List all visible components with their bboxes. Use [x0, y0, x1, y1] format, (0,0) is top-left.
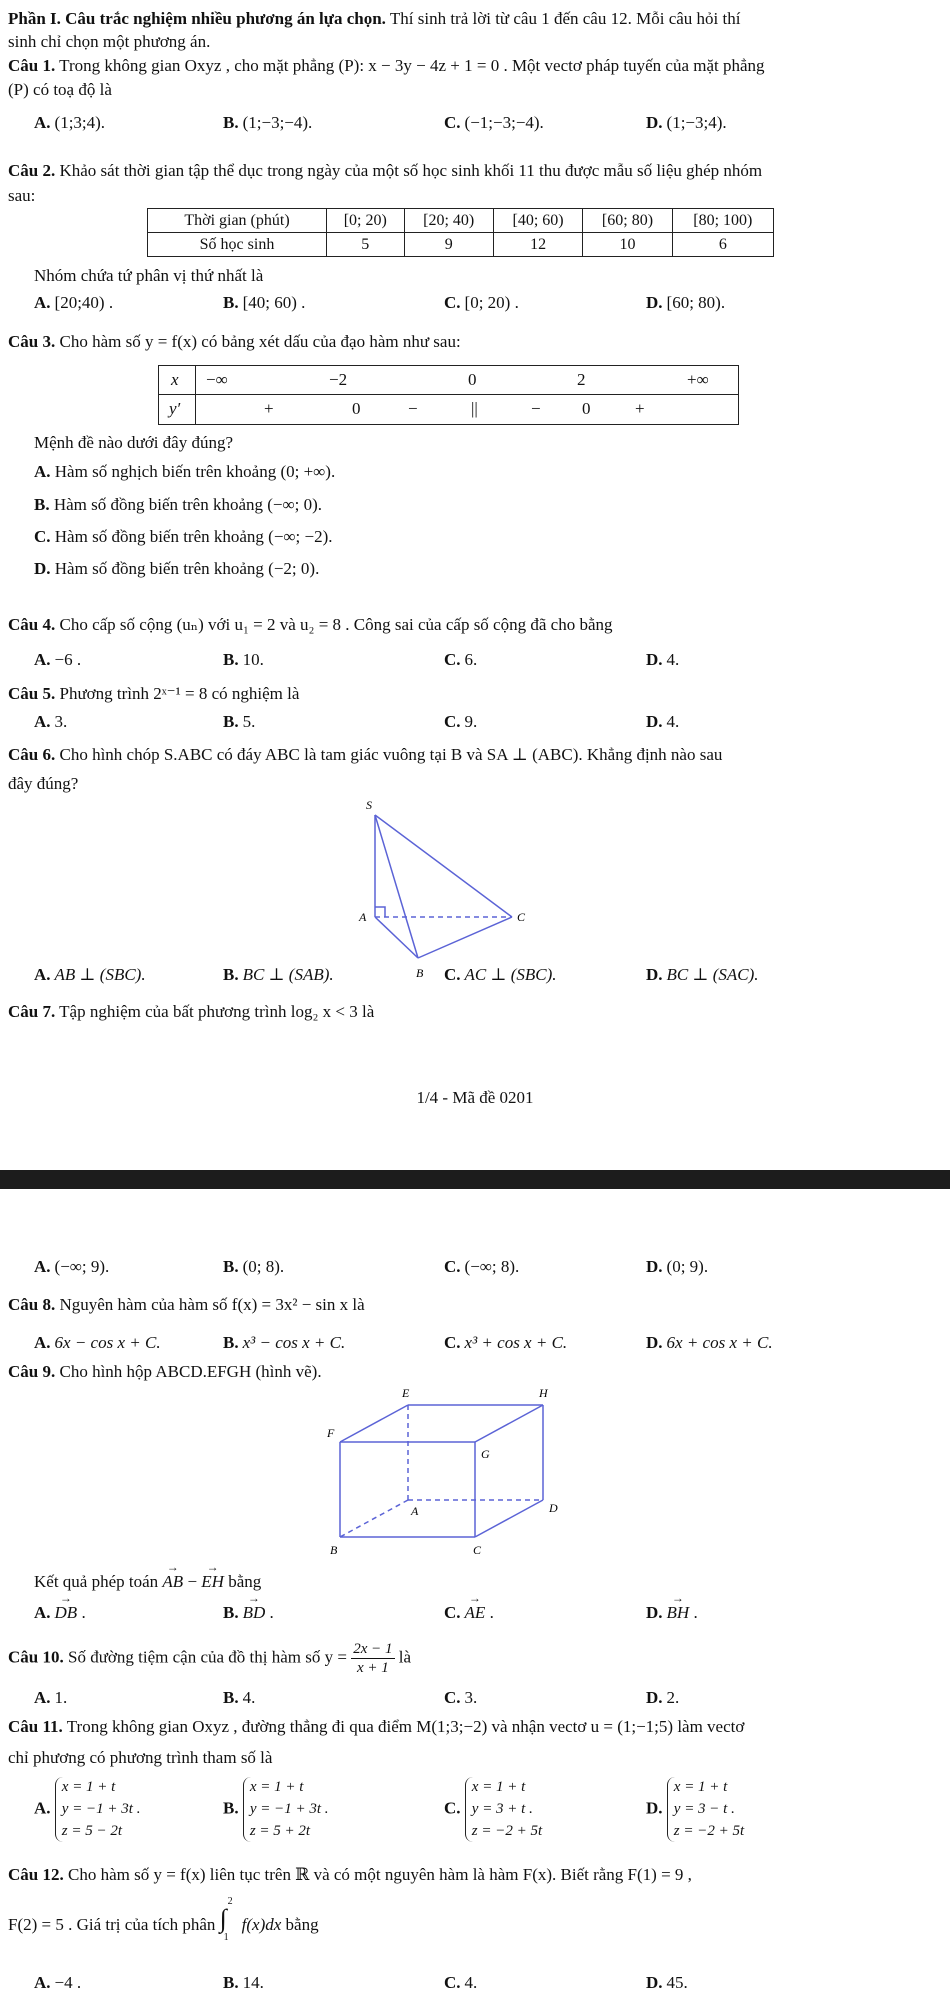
q7-option-d[interactable]: D. (0; 9). [646, 1257, 709, 1276]
equation-system: x = 1 + t y = −1 + 3t . z = 5 + 2t [243, 1777, 329, 1842]
question-text: Cho cấp số cộng (uₙ) với u₁ = 2 và u₂ = 8 . Công sai của cấp số cộng đã cho bằng [55, 615, 613, 634]
q7-option-b[interactable]: B. (0; 8). [223, 1257, 285, 1276]
q1-option-c[interactable]: C. (−1;−3;−4). [444, 113, 544, 132]
q12-option-a[interactable]: A. −4 . [34, 1973, 82, 1992]
equation-system: x = 1 + t y = 3 + t . z = −2 + 5t [465, 1777, 542, 1842]
q9-options [0, 1603, 950, 1627]
q3-option-b[interactable]: B. Hàm số đồng biến trên khoảng (−∞; 0). [34, 495, 323, 514]
q6-option-a[interactable]: A. AB ⊥ (SBC). [34, 965, 146, 984]
sign-table-x-value: −2 [329, 370, 348, 389]
table-cell: [0; 20) [327, 209, 405, 233]
q5-options [0, 712, 950, 736]
question-label: Câu 1. [8, 56, 56, 75]
question-9 [8, 1362, 322, 1382]
q2-option-c[interactable]: C. [0; 20) . [444, 293, 519, 312]
question-8 [8, 1295, 365, 1315]
question-11 [8, 1717, 744, 1737]
question-label: Câu 12. [8, 1865, 64, 1884]
vertex-label-h: H [539, 1386, 548, 1400]
question-5 [8, 684, 299, 704]
table-row [148, 209, 774, 233]
vertex-label-d: D [549, 1501, 558, 1515]
q6-option-d[interactable]: D. BC ⊥ (SAC). [646, 965, 759, 984]
table-cell: [20; 40) [404, 209, 493, 233]
sign-table-sign: + [635, 399, 645, 418]
q8-option-d[interactable]: D. 6x + cos x + C. [646, 1333, 773, 1352]
q3-prompt: Mệnh đề nào dưới đây đúng? [34, 433, 234, 452]
sign-table [158, 365, 739, 425]
q11-option-d[interactable]: D. x = 1 + t y = 3 − t . z = −2 + 5t [646, 1777, 744, 1842]
question-label: Câu 3. [8, 332, 56, 351]
q10-option-d[interactable]: D. 2. [646, 1688, 680, 1707]
q3-option-a[interactable]: A. Hàm số nghịch biến trên khoảng (0; +∞). [34, 462, 336, 481]
table-row [148, 233, 774, 257]
sign-table-sign: − [408, 399, 418, 418]
vertex-label-b: B [330, 1543, 338, 1557]
table-cell: 12 [493, 233, 582, 257]
question-text: Khảo sát thời gian tập thể dục trong ngày của một số học sinh khối 11 thu được mẫu số liệu ghép nhóm [55, 161, 763, 180]
question-label: Câu 2. [8, 161, 56, 180]
question-1-cont: (P) có toạ độ là [8, 80, 112, 99]
q12-option-d[interactable]: D. 45. [646, 1973, 688, 1992]
integral-upper: 2 [227, 1896, 233, 1907]
q7-option-a[interactable]: A. (−∞; 9). [34, 1257, 110, 1276]
sign-table-sign: 0 [582, 399, 591, 418]
q8-option-c[interactable]: C. x³ + cos x + C. [444, 1333, 568, 1352]
q11-option-c[interactable]: C. x = 1 + t y = 3 + t . z = −2 + 5t [444, 1777, 542, 1842]
q9-option-b[interactable]: B.→ BD . [223, 1603, 274, 1623]
pyramid-figure [350, 795, 550, 990]
question-7 [8, 1002, 374, 1022]
q4-option-c[interactable]: C. 6. [444, 650, 478, 669]
page-break-band [0, 1170, 950, 1189]
question-text: Tập nghiệm của bất phương trình log₂ x < 3 là [55, 1002, 375, 1021]
sign-table-x-value: −∞ [206, 370, 228, 389]
equation-system: x = 1 + t y = −1 + 3t . z = 5 − 2t [55, 1777, 141, 1842]
vector-ab: → AB [162, 1572, 183, 1592]
q2-option-b[interactable]: B. [40; 60) . [223, 293, 306, 312]
vertex-label-s: S [366, 798, 372, 812]
section-title: Phần I. Câu trắc nghiệm nhiều phương án lựa chọn. [8, 9, 386, 28]
q4-option-a[interactable]: A. −6 . [34, 650, 82, 669]
question-label: Câu 11. [8, 1717, 63, 1736]
question-text: Trong không gian Oxyz , đường thẳng đi qua điểm M(1;3;−2) và nhận vectơ u = (1;−1;5) làm vectơ [62, 1717, 745, 1736]
q2-options [0, 293, 950, 317]
q2-option-a[interactable]: A. [20;40) . [34, 293, 114, 312]
question-6 [8, 745, 722, 765]
section-header [8, 9, 740, 29]
table-cell: 6 [672, 233, 773, 257]
question-label: Câu 9. [8, 1362, 56, 1381]
table-cell: Thời gian (phút) [148, 209, 327, 233]
question-text: Cho hình chóp S.ABC có đáy ABC là tam giác vuông tại B và SA ⊥ (ABC). Khẳng định nào sau [55, 745, 723, 764]
q11-option-a[interactable]: A. x = 1 + t y = −1 + 3t . z = 5 − 2t [34, 1777, 140, 1842]
table-cell: 10 [583, 233, 672, 257]
q4-option-d[interactable]: D. 4. [646, 650, 680, 669]
vertex-label-c: C [473, 1543, 482, 1557]
equation-system: x = 1 + t y = 3 − t . z = −2 + 5t [667, 1777, 744, 1842]
q9-option-a[interactable]: A.→ DB . [34, 1603, 86, 1623]
sign-table-sign: − [531, 399, 541, 418]
sign-table-y-label: y′ [169, 399, 181, 418]
q7-options [0, 1257, 950, 1281]
question-label: Câu 4. [8, 615, 56, 634]
question-text: Phương trình 2ˣ⁻¹ = 8 có nghiệm là [55, 684, 300, 703]
vertex-label-g: G [481, 1447, 490, 1461]
q10-option-c[interactable]: C. 3. [444, 1688, 478, 1707]
integral-lower: 1 [223, 1932, 229, 1943]
section-intro-cont: sinh chỉ chọn một phương án. [8, 32, 211, 51]
q6-option-b[interactable]: B. BC ⊥ (SAB). [223, 965, 334, 984]
table-cell: [80; 100) [672, 209, 773, 233]
sign-table-sign: 0 [352, 399, 361, 418]
question-11-cont: chỉ phương có phương trình tham số là [8, 1748, 273, 1767]
question-10: Câu 10. Số đường tiệm cận của đồ thị hàm số y = $\frac{2x - 1}{x + 1}$ là [8, 1641, 412, 1676]
question-4 [8, 615, 613, 635]
question-6-cont: đây đúng? [8, 774, 79, 793]
q2-prompt: Nhóm chứa tứ phân vị thứ nhất là [34, 266, 264, 285]
q8-option-b[interactable]: B. x³ − cos x + C. [223, 1333, 346, 1352]
q10-options [0, 1688, 950, 1712]
question-2-cont: sau: [8, 186, 36, 205]
table-cell: Số học sinh [148, 233, 327, 257]
question-1 [8, 56, 765, 76]
sign-table-x-label: x [171, 370, 179, 389]
question-label: Câu 5. [8, 684, 56, 703]
q12-options [0, 1973, 950, 1997]
q10-option-a[interactable]: A. 1. [34, 1688, 68, 1707]
vertex-label-a: A [411, 1504, 419, 1518]
question-12-cont: F(2) = 5 . Giá trị của tích phân ∫ 2 1 f(x)dx bằng [8, 1896, 319, 1943]
question-label: Câu 7. [8, 1002, 56, 1021]
q9-option-c[interactable]: C.→ AE . [444, 1603, 494, 1623]
vertex-label-c: C [517, 910, 526, 924]
sign-table-x-value: 2 [577, 370, 586, 389]
q2-option-d[interactable]: D. [60; 80). [646, 293, 726, 312]
fraction: $\frac{2x - 1}{x + 1}$ [353, 1641, 393, 1676]
q5-option-d[interactable]: D. 4. [646, 712, 680, 731]
question-12 [8, 1865, 692, 1885]
table-cell: 5 [327, 233, 405, 257]
question-text: Nguyên hàm của hàm số f(x) = 3x² − sin x là [55, 1295, 365, 1314]
vertex-label-a: A [359, 910, 367, 924]
question-label: Câu 10. [8, 1647, 64, 1667]
q11-option-b[interactable]: B. x = 1 + t y = −1 + 3t . z = 5 + 2t [223, 1777, 329, 1842]
q1-option-a[interactable]: A. (1;3;4). [34, 113, 106, 132]
section-intro: Thí sinh trả lời từ câu 1 đến câu 12. Mỗi câu hỏi thí [385, 9, 741, 28]
vector-eh: → EH [201, 1572, 224, 1592]
table-cell: [40; 60) [493, 209, 582, 233]
q4-option-b[interactable]: B. 10. [223, 650, 264, 669]
q9-option-d[interactable]: D.→ BH . [646, 1603, 698, 1623]
q5-option-b[interactable]: B. 5. [223, 712, 256, 731]
table-cell: 9 [404, 233, 493, 257]
sign-table-x-value: 0 [468, 370, 477, 389]
q12-option-c[interactable]: C. 4. [444, 1973, 478, 1992]
table-cell: [60; 80) [583, 209, 672, 233]
question-text: Trong không gian Oxyz , cho mặt phẳng (P): x − 3y − 4z + 1 = 0 . Một vectơ pháp tuyến của mặt phẳng [55, 56, 765, 75]
question-3 [8, 332, 461, 352]
q8-options [0, 1333, 950, 1357]
q4-options [0, 650, 950, 674]
q3-option-d[interactable]: D. Hàm số đồng biến trên khoảng (−2; 0). [34, 559, 320, 578]
q1-options [0, 113, 950, 137]
question-label: Câu 6. [8, 745, 56, 764]
q10-option-b[interactable]: B. 4. [223, 1688, 256, 1707]
frequency-table [147, 208, 774, 257]
vertex-label-e: E [402, 1386, 410, 1400]
q1-option-d[interactable]: D. (1;−3;4). [646, 113, 727, 132]
q6-options [0, 965, 950, 989]
q6-option-c[interactable]: C. AC ⊥ (SBC). [444, 965, 557, 984]
q5-option-a[interactable]: A. 3. [34, 712, 68, 731]
question-text: Cho hàm số y = f(x) liên tục trên ℝ và có một nguyên hàm là hàm F(x). Biết rằng F(1) = 9 , [63, 1865, 692, 1884]
integral-sign: ∫ [219, 1904, 227, 1933]
sign-table-sign: + [264, 399, 274, 418]
question-text: Cho hình hộp ABCD.EFGH (hình vẽ). [55, 1362, 322, 1381]
q5-option-c[interactable]: C. 9. [444, 712, 478, 731]
question-text: Cho hàm số y = f(x) có bảng xét dấu của đạo hàm như sau: [55, 332, 461, 351]
integral [219, 1896, 236, 1943]
q7-option-c[interactable]: C. (−∞; 8). [444, 1257, 520, 1276]
q8-option-a[interactable]: A. 6x − cos x + C. [34, 1333, 161, 1352]
question-2 [8, 161, 762, 181]
sign-table-sign: || [471, 399, 478, 418]
vertex-label-f: F [327, 1426, 335, 1440]
q12-option-b[interactable]: B. 14. [223, 1973, 264, 1992]
vertex-label-b: B [416, 966, 424, 980]
page-footer: 1/4 - Mã đề 0201 [416, 1088, 534, 1107]
q3-option-c[interactable]: C. Hàm số đồng biến trên khoảng (−∞; −2). [34, 527, 333, 546]
q9-prompt: Kết quả phép toán → AB − → EH bằng [34, 1572, 261, 1592]
box-figure [320, 1385, 560, 1565]
question-label: Câu 8. [8, 1295, 56, 1314]
q1-option-b[interactable]: B. (1;−3;−4). [223, 113, 313, 132]
sign-table-x-value: +∞ [687, 370, 709, 389]
